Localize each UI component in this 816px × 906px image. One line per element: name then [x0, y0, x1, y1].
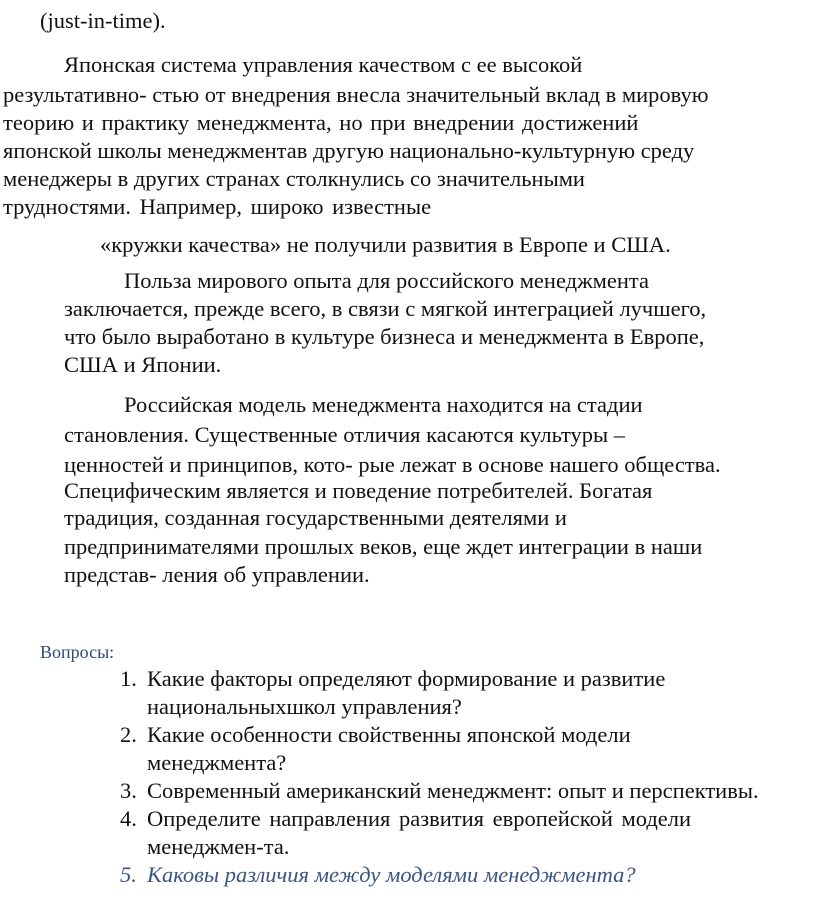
- text-line: становления. Существенные отличия касаются культуры –: [64, 422, 626, 447]
- text-line: традиция, созданная государственными деятелями и: [64, 505, 567, 530]
- question-text: Какие особенности свойственны японской модели: [147, 722, 631, 747]
- text-line: Японская система управления качеством с ее высокой: [64, 52, 583, 77]
- question-text: менеджмента?: [147, 750, 287, 775]
- text-line: «кружки качества» не получили развития в Европе и США.: [100, 232, 671, 257]
- text-line: предпринимателями прошлых веков, еще ждет интеграции в наши: [64, 534, 703, 559]
- text-line: Специфическим является и поведение потребителей. Богатая: [64, 478, 653, 503]
- text-line: ценностей и принципов, кото- рые лежат в основе нашего общества.: [64, 452, 721, 477]
- text-line: японской школы менеджментав другую национально-культурную среду: [3, 138, 695, 163]
- text-line: Российская модель менеджмента находится на стадии: [124, 392, 643, 417]
- text-line: результативно- стью от внедрения внесла значительный вклад в мировую: [3, 82, 709, 107]
- question-text: Современный американский менеджмент: опыт и перспективы.: [147, 778, 759, 803]
- text-line: что было выработано в культуре бизнеса и менеджмента в Европе,: [64, 324, 705, 349]
- questions-heading: Вопросы:: [40, 642, 115, 662]
- text-line: (just-in-time).: [40, 8, 166, 33]
- question-text: Определите направления развития европейской модели: [147, 806, 692, 831]
- question-text: национальныхшкол управления?: [147, 694, 462, 719]
- question-number: 2.: [120, 722, 137, 747]
- question-number: 5.: [120, 862, 137, 887]
- text-line: представ- ления об управлении.: [64, 562, 370, 587]
- question-number: 3.: [120, 778, 137, 803]
- question-text: Какие факторы определяют формирование и развитие: [147, 666, 666, 691]
- text-line: трудностями. Например, широко известные: [3, 194, 432, 219]
- text-line: США и Японии.: [64, 352, 222, 377]
- text-line: менеджеры в других странах столкнулись со значительными: [3, 166, 585, 191]
- question-number: 4.: [120, 806, 137, 831]
- text-line: теорию и практику менеджмента, но при внедрении достижений: [3, 110, 639, 135]
- text-line: заключается, прежде всего, в связи с мягкой интеграцией лучшего,: [64, 296, 707, 321]
- question-text: Каковы различия между моделями менеджмента?: [147, 862, 636, 887]
- question-number: 1.: [120, 666, 137, 691]
- question-text: менеджмен-та.: [147, 834, 290, 859]
- text-line: Польза мирового опыта для российского менеджмента: [124, 268, 650, 293]
